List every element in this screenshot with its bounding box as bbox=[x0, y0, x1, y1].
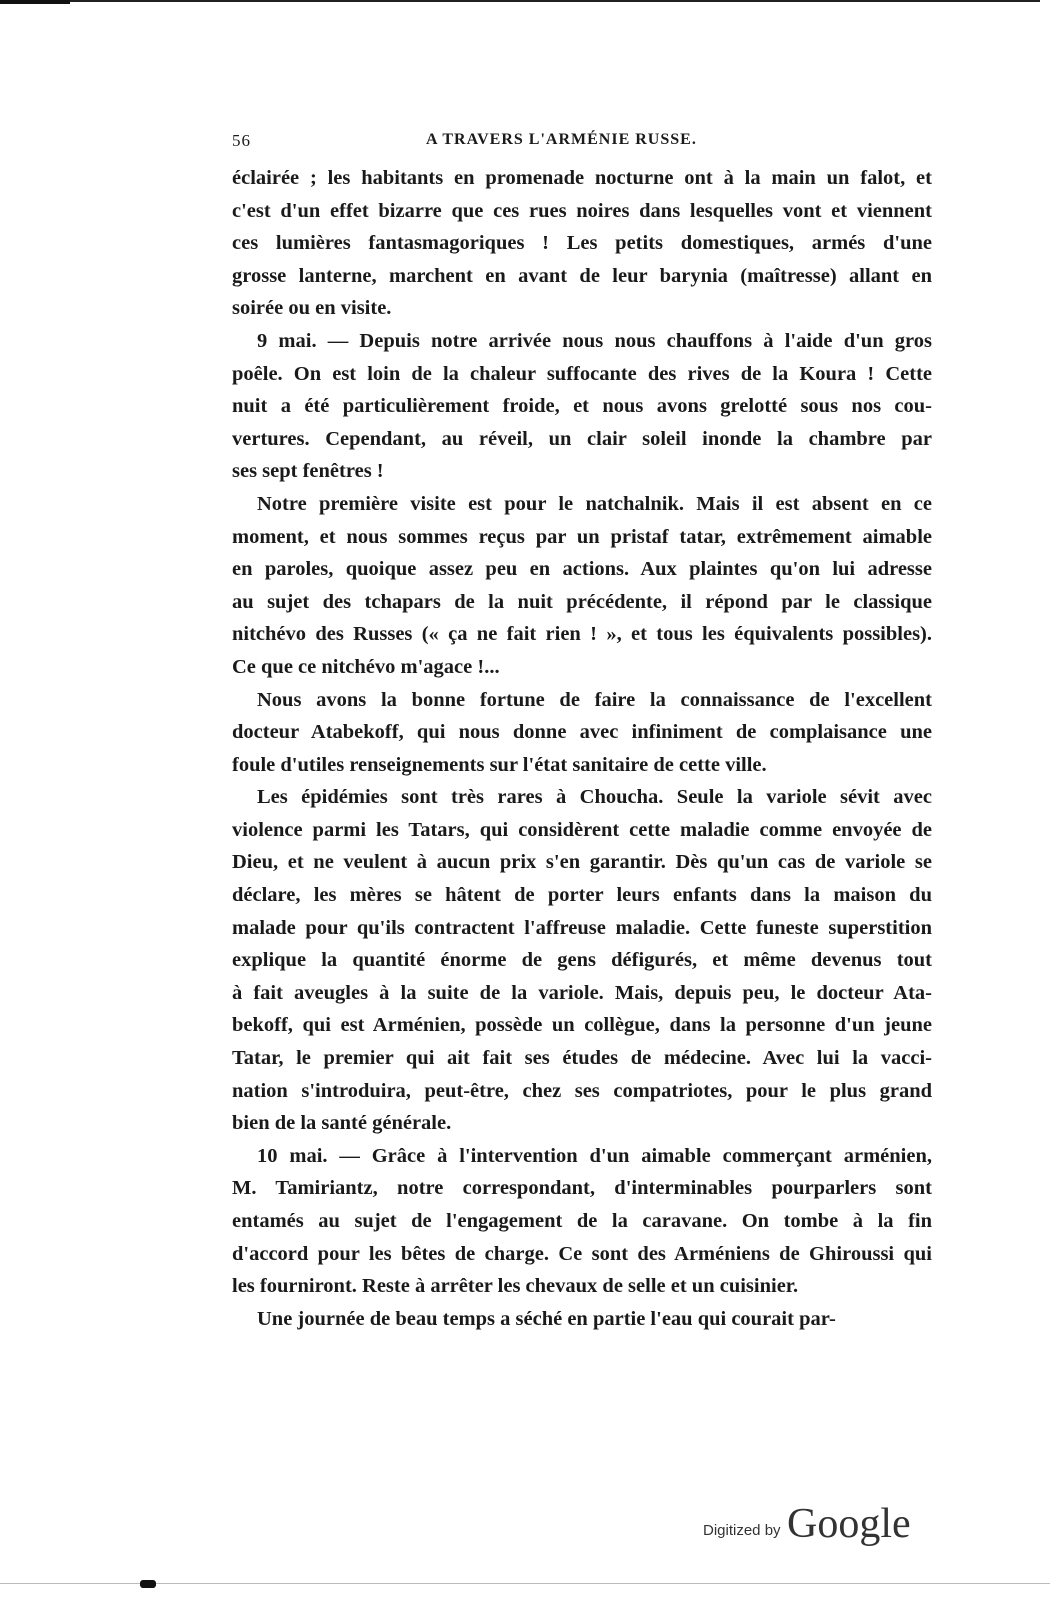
text-line: foule d'utiles renseignements sur l'état sanitaire de cette ville. bbox=[232, 753, 767, 776]
body-text bbox=[232, 162, 932, 1335]
page-header bbox=[232, 131, 932, 155]
text-line: ces lumières fantasmagoriques ! Les petits domestiques, armés d'une bbox=[232, 232, 932, 255]
text-line: Les épidémies sont très rares à Choucha. Seule la variole sévit avec bbox=[257, 786, 932, 809]
text-line: Notre première visite est pour le natchalnik. Mais il est absent en ce bbox=[257, 492, 932, 515]
text-line: ses sept fenêtres ! bbox=[232, 460, 384, 483]
paragraph bbox=[232, 162, 932, 325]
text-line: M. Tamiriantz, notre correspondant, d'interminables pourparlers sont bbox=[232, 1177, 932, 1200]
google-logo: Google bbox=[787, 1501, 911, 1547]
text-line: en paroles, quoique assez peu en actions. Aux plaintes qu'on lui adresse bbox=[232, 558, 932, 581]
text-line: Dieu, et ne veulent à aucun prix s'en garantir. Dès qu'un cas de variole se bbox=[232, 851, 932, 874]
text-line: au sujet des tchapars de la nuit précédente, il répond par le classique bbox=[232, 590, 932, 613]
text-line: c'est d'un effet bizarre que ces rues noires dans lesquelles vont et viennent bbox=[232, 199, 932, 222]
text-line: Nous avons la bonne fortune de faire la connaissance de l'excellent bbox=[257, 688, 932, 711]
text-line: Une journée de beau temps a séché en partie l'eau qui courait par- bbox=[257, 1307, 836, 1330]
text-line: nuit a été particulièrement froide, et nous avons grelotté sous nos cou- bbox=[232, 395, 932, 418]
text-line: Tatar, le premier qui ait fait ses études de médecine. Avec lui la vacci- bbox=[232, 1047, 932, 1070]
text-line: bien de la santé générale. bbox=[232, 1112, 452, 1135]
text-line: Ce que ce nitchévo m'agace !... bbox=[232, 655, 500, 678]
text-line: les fourniront. Reste à arrêter les chevaux de selle et un cuisinier. bbox=[232, 1275, 799, 1298]
text-line: entamés au sujet de l'engagement de la caravane. On tombe à la fin bbox=[232, 1210, 932, 1232]
paragraph bbox=[232, 488, 932, 684]
text-line: nation s'introduira, peut-être, chez ses compatriotes, pour le plus grand bbox=[232, 1079, 932, 1102]
text-line: 10 mai. — Grâce à l'intervention d'un aimable commerçant arménien, bbox=[257, 1144, 932, 1167]
text-line: à fait aveugles à la suite de la variole. Mais, depuis peu, le docteur Ata- bbox=[232, 981, 932, 1004]
text-line: malade pour qu'ils contractent l'affreuse maladie. Cette funeste superstition bbox=[232, 916, 932, 939]
text-line: éclairée ; les habitants en promenade nocturne ont à la main un falot, et bbox=[232, 167, 932, 189]
running-head: A TRAVERS L'ARMÉNIE RUSSE. bbox=[426, 131, 697, 148]
text-line: violence parmi les Tatars, qui considèrent cette maladie comme envoyée de bbox=[232, 818, 932, 841]
text-line: soirée ou en visite. bbox=[232, 297, 392, 320]
paragraph bbox=[232, 1140, 932, 1303]
text-line: 9 mai. — Depuis notre arrivée nous nous chauffons à l'aide d'un gros bbox=[257, 329, 932, 352]
text-line: déclare, les mères se hâtent de porter leurs enfants dans la maison du bbox=[232, 884, 932, 907]
scan-mark bbox=[140, 1580, 156, 1588]
page-number: 56 bbox=[232, 131, 251, 150]
scan-top-edge bbox=[0, 0, 1040, 7]
paragraph bbox=[232, 1303, 932, 1336]
paragraph bbox=[232, 781, 932, 1140]
scan-bottom-edge bbox=[0, 1583, 1050, 1584]
text-line: vertures. Cependant, au réveil, un clair soleil inonde la chambre par bbox=[232, 427, 932, 450]
digitized-by-google-watermark bbox=[703, 1500, 933, 1560]
digitized-label: Digitized by bbox=[703, 1522, 781, 1539]
text-line: docteur Atabekoff, qui nous donne avec infiniment de complaisance une bbox=[232, 721, 932, 744]
paragraph bbox=[232, 684, 932, 782]
paragraph bbox=[232, 325, 932, 488]
text-line: d'accord pour les bêtes de charge. Ce sont des Arméniens de Ghiroussi qui bbox=[232, 1242, 932, 1265]
text-line: poêle. On est loin de la chaleur suffocante des rives de la Koura ! Cette bbox=[232, 362, 932, 385]
text-line: bekoff, qui est Arménien, possède un collègue, dans la personne d'un jeune bbox=[232, 1014, 932, 1037]
text-line: grosse lanterne, marchent en avant de leur barynia (maîtresse) allant en bbox=[232, 264, 932, 287]
text-line: explique la quantité énorme de gens défigurés, et même devenus tout bbox=[232, 949, 932, 972]
text-line: nitchévo des Russes (« ça ne fait rien ! », et tous les équivalents possibles). bbox=[232, 623, 932, 646]
text-line: moment, et nous sommes reçus par un pristaf tatar, extrêmement aimable bbox=[232, 525, 932, 548]
